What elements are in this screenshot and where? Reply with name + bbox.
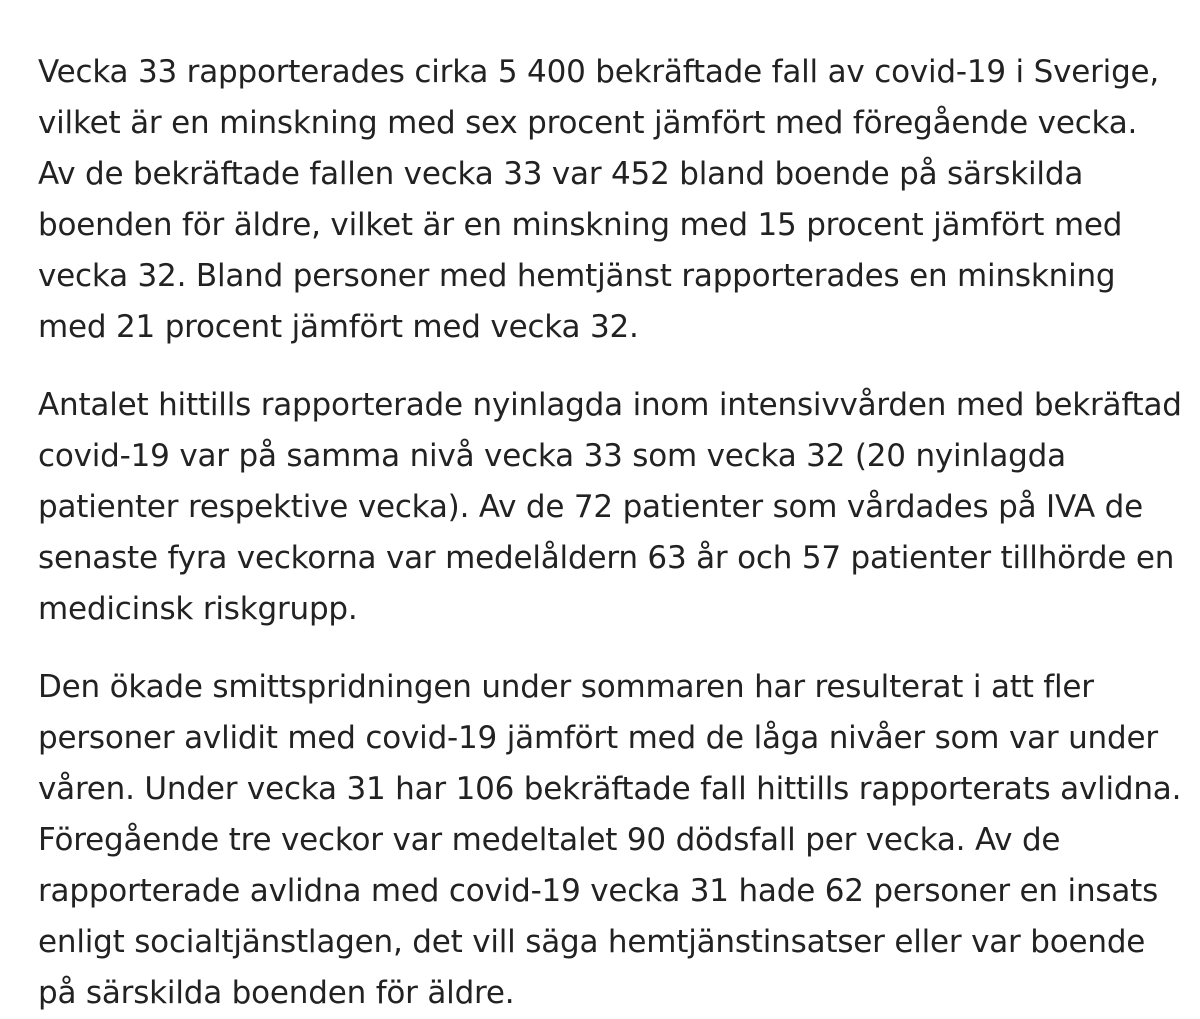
text-line: boenden för äldre, vilket är en minskning med 15 procent jämfört med [38,207,1123,243]
text-line: Den ökade smittspridningen under sommaren har resulterat i att fler [38,669,1094,705]
text-line: på särskilda boenden för äldre. [38,975,515,1011]
text-line: patienter respektive vecka). Av de 72 patienter som vårdades på IVA de [38,489,1144,525]
text-line: medicinsk riskgrupp. [38,591,358,627]
text-line: vilket är en minskning med sex procent jämfört med föregående vecka. [38,105,1138,141]
paragraph-intensive-care [38,380,1200,635]
text-line: covid-19 var på samma nivå vecka 33 som vecka 32 (20 nyinlagda [38,438,1066,474]
text-line: senaste fyra veckorna var medelåldern 63 år och 57 patienter tillhörde en [38,540,1175,576]
text-line: Av de bekräftade fallen vecka 33 var 452 bland boende på särskilda [38,156,1084,192]
paragraph-deaths [38,662,1200,1019]
paragraph-weekly-cases [38,47,1200,353]
text-line: Föregående tre veckor var medeltalet 90 dödsfall per vecka. Av de [38,822,1061,858]
text-line: Antalet hittills rapporterade nyinlagda inom intensivvården med bekräftad [38,387,1182,423]
text-line: personer avlidit med covid-19 jämfört med de låga nivåer som var under [38,720,1158,756]
text-line: våren. Under vecka 31 har 106 bekräftade fall hittills rapporterats avlidna. [38,771,1182,807]
text-line: Vecka 33 rapporterades cirka 5 400 bekräftade fall av covid-19 i Sverige, [38,54,1160,90]
text-line: rapporterade avlidna med covid-19 vecka 31 hade 62 personer en insats [38,873,1159,909]
text-line: enligt socialtjänstlagen, det vill säga hemtjänstinsatser eller var boende [38,924,1146,960]
text-line: vecka 32. Bland personer med hemtjänst rapporterades en minskning [38,258,1116,294]
text-line: med 21 procent jämfört med vecka 32. [38,309,639,345]
